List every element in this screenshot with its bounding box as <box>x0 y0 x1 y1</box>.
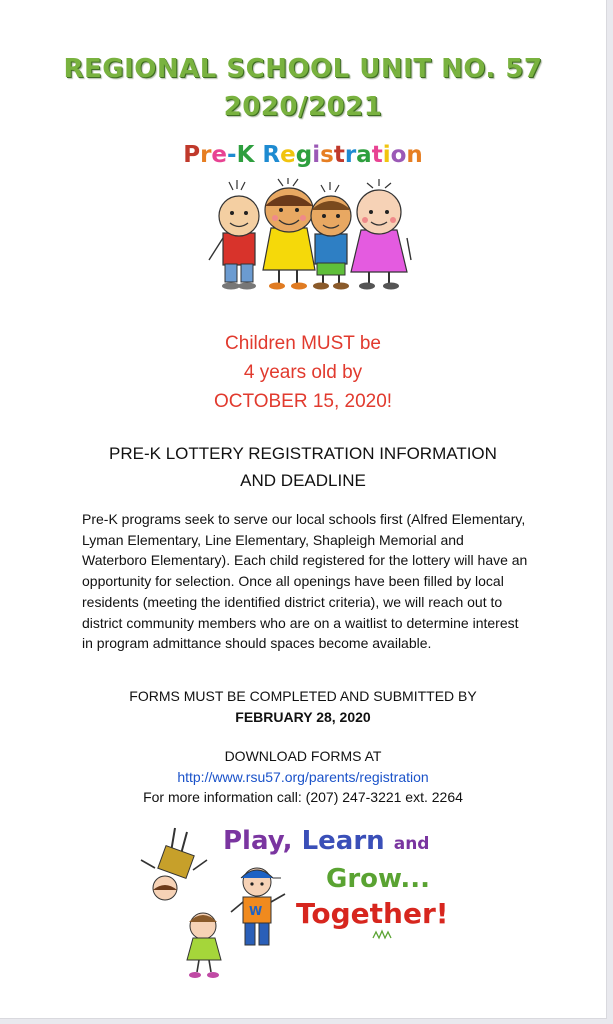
age-notice-line1: Children MUST be <box>225 333 381 354</box>
forms-instruction: FORMS MUST BE COMPLETED AND SUBMITTED BY <box>129 688 477 704</box>
svg-text:W: W <box>249 904 263 918</box>
prek-title-letter: K <box>236 142 255 168</box>
prek-title-letter: t <box>371 142 383 168</box>
kid-yellow-dress <box>263 188 315 290</box>
prek-title-letter: i <box>312 142 321 168</box>
slogan-line1 <box>223 826 429 856</box>
download-info-block <box>0 746 606 808</box>
age-requirement-notice <box>0 329 606 416</box>
prek-registration-title <box>0 142 606 168</box>
org-title <box>0 50 606 126</box>
children-illustration <box>185 178 415 296</box>
registration-link[interactable]: http://www.rsu57.org/parents/registration <box>177 768 429 785</box>
forms-deadline-block <box>0 686 606 727</box>
forms-deadline-date: FEBRUARY 28, 2020 <box>235 708 371 725</box>
tumbling-kid <box>141 828 207 900</box>
kid-pink-dress <box>351 190 411 290</box>
slogan-and: and <box>393 834 430 854</box>
download-heading: DOWNLOAD FORMS AT <box>224 748 382 764</box>
kid-blue-shirt <box>311 196 351 290</box>
org-title-line1: REGIONAL SCHOOL UNIT NO. 57 <box>63 54 543 84</box>
prek-title-letter: P <box>183 142 201 168</box>
prek-title-letter: o <box>390 142 407 168</box>
lottery-info-heading <box>0 440 606 494</box>
lottery-heading-line1: PRE-K LOTTERY REGISTRATION INFORMATION <box>109 444 497 463</box>
prek-title-letter: e <box>211 142 228 168</box>
prek-title-letter: n <box>406 142 423 168</box>
age-notice-line3: OCTOBER 15, 2020! <box>213 391 393 412</box>
slogan-grow: Grow... <box>326 864 431 894</box>
slogan-learn: Learn <box>301 826 385 856</box>
prek-title-letter: g <box>295 142 313 168</box>
prek-title-letter: a <box>356 142 372 168</box>
prek-title-letter: r <box>344 142 357 168</box>
program-description: Pre-K programs seek to serve our local schools first (Alfred Elementary, Lyman Elementary, Line Elementary, Shapleigh Memorial and Waterboro Elementary). Each child registered for the lottery will have an opportunity for selection. Once all openings have been filled by local residents (meeting the identified district criteria), we will reach out to district community members who are on a waitlist to determine interest in program admittance should spaces become available. <box>82 511 528 652</box>
small-girl <box>187 913 221 978</box>
prek-title-letter: r <box>200 142 212 168</box>
kid-red-shirt <box>209 196 259 290</box>
school-year: 2020/2021 <box>223 92 383 122</box>
contact-phone: For more information call: (207) 247-3221 ext. 2264 <box>143 789 463 805</box>
age-notice-line2: 4 years old by <box>243 362 363 383</box>
prek-title-letter: s <box>320 142 334 168</box>
boy-with-cap <box>231 868 285 945</box>
lottery-heading-line2: AND DEADLINE <box>240 471 366 490</box>
prek-title-letter: t <box>333 142 345 168</box>
prek-title-letter: R <box>262 142 281 168</box>
prek-title-letter: - <box>227 142 237 168</box>
prek-title-letter: i <box>382 142 391 168</box>
slogan-together: Together! <box>296 897 449 930</box>
prek-title-letter: e <box>280 142 296 168</box>
slogan-play: Play, <box>223 826 293 856</box>
